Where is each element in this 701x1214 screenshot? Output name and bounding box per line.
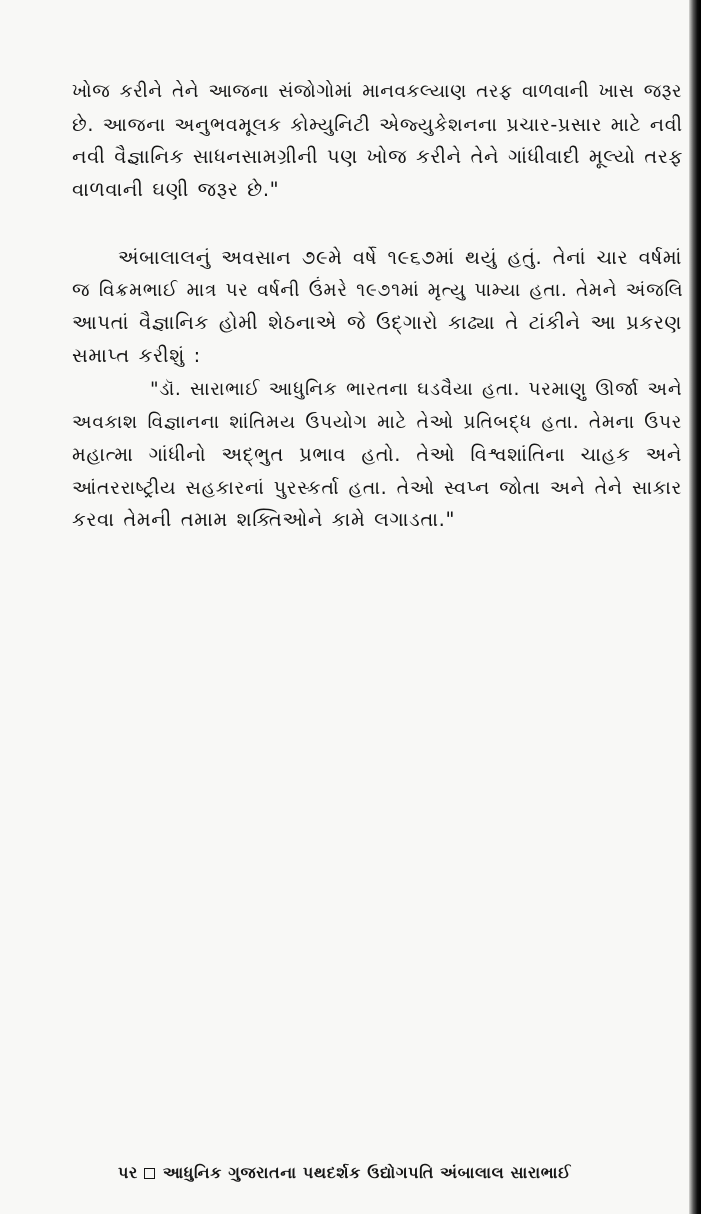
book-title: આધુનિક ગુજરાતના પથદર્શક ઉદ્યોગપતિ અંબાલાલ સારાભાઈ — [162, 1163, 572, 1182]
text-line: અંબાલાલનું અવસાન ૭૯મે વર્ષે ૧૯૬૭માં થયું હતું. તેનાં ચાર વર્ષમાં — [118, 246, 682, 269]
page-number: પર — [118, 1163, 138, 1182]
text-line: ખોજ કરીને તેને આજના સંજોગોમાં માનવકલ્યાણ તરફ વાળવાની ખાસ જરૂર — [72, 81, 682, 102]
text-line: આપતાં વૈજ્ઞાનિક હોમી શેઠનાએ જે ઉદ્ગારો કાઢ્યા તે ટાંકીને આ પ્રકરણ — [72, 311, 682, 334]
text-line: છે. આજના અનુભવમૂલક કોમ્યુનિટી એજ્યુકેશનના પ્રચાર-પ્રસાર માટે નવી — [72, 112, 683, 136]
page-binding-edge — [689, 0, 701, 1214]
text-line: નવી વૈજ્ઞાનિક સાધનસામગ્રીની પણ ખોજ કરીને તેને ગાંધીવાદી મૂલ્યો તરફ — [72, 145, 683, 168]
text-line: અવકાશ વિજ્ઞાનના શાંતિમય ઉપયોગ માટે તેઓ પ્રતિબદ્ધ હતા. તેમના ઉપર — [72, 411, 682, 433]
text-line: કરવા તેમની તમામ શક્તિઓને કામે લગાડતા." — [72, 508, 456, 531]
page-footer — [118, 1160, 638, 1186]
text-line: સમાપ્ત કરીશું : — [72, 343, 201, 367]
paragraph-2 — [72, 242, 682, 372]
quote-paragraph — [72, 374, 682, 537]
square-bullet-icon — [144, 1168, 155, 1179]
text-line: "ડૉ. સારાભાઈ આધુનિક ભારતના ઘડવૈયા હતા. પરમાણુ ઊર્જા અને — [150, 379, 683, 400]
text-line: આંતરરાષ્ટ્રીય સહકારનાં પુરસ્કર્તા હતા. તેઓ સ્વપ્ન જોતા અને તેને સાકાર — [72, 475, 682, 499]
text-line: જ વિક્રમભાઈ માત્ર પર વર્ષની ઉંમરે ૧૯૭૧માં મૃત્યુ પામ્યા હતા. તેમને અંજલિ — [72, 279, 684, 301]
paragraph-1 — [72, 76, 682, 206]
text-line: મહાત્મા ગાંધીનો અદ્ભુત પ્રભાવ હતો. તેઓ વિશ્વશાંતિના ચાહક અને — [72, 443, 682, 466]
text-line: વાળવાની ઘણી જરૂર છે." — [72, 177, 280, 201]
